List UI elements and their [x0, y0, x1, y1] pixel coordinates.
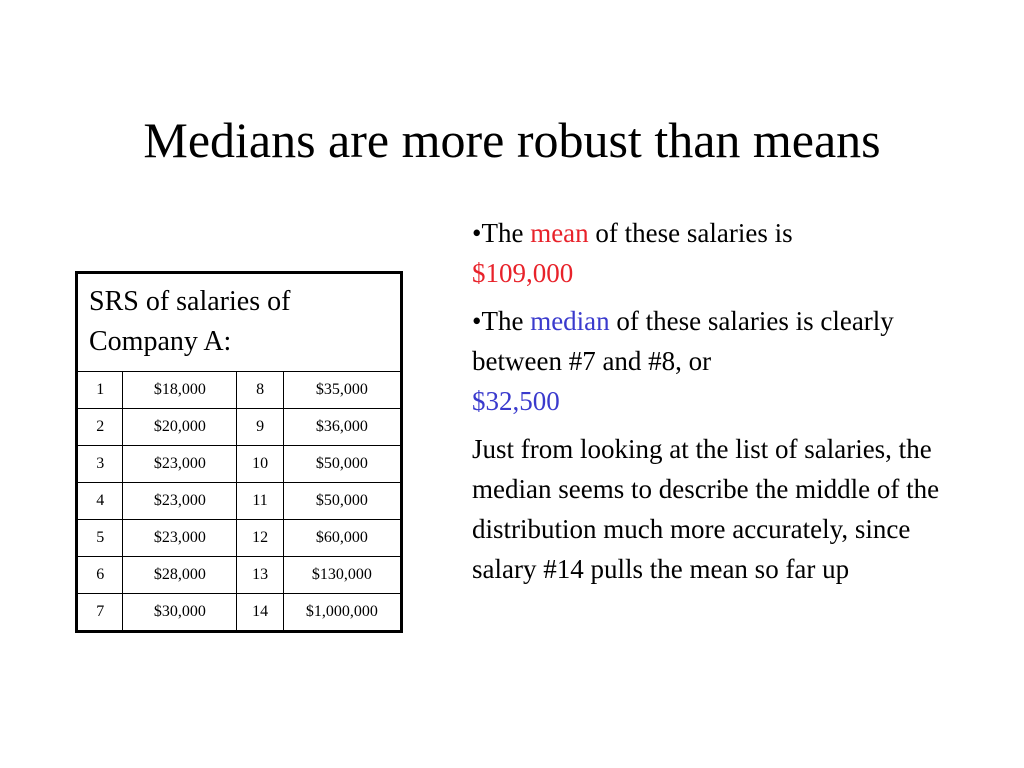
mean-keyword: mean — [530, 218, 589, 248]
salary-value: $28,000 — [123, 557, 237, 594]
table-caption-line2: Company A: — [89, 326, 232, 357]
median-value: $32,500 — [472, 386, 560, 416]
explanation-text — [472, 213, 972, 597]
salary-value: $50,000 — [283, 446, 401, 483]
table-row — [77, 372, 402, 409]
row-number: 13 — [237, 557, 283, 594]
slide-title: Medians are more robust than means — [143, 112, 881, 168]
mean-bullet-prefix: •The — [472, 218, 531, 248]
mean-value: $109,000 — [472, 258, 574, 288]
row-number: 10 — [237, 446, 283, 483]
row-number: 11 — [237, 483, 283, 520]
salary-value: $35,000 — [283, 372, 401, 409]
row-number: 2 — [77, 409, 123, 446]
median-bullet — [472, 301, 972, 421]
row-number: 1 — [77, 372, 123, 409]
row-number: 3 — [77, 446, 123, 483]
salary-value: $20,000 — [123, 409, 237, 446]
median-bullet-suffix: of these salaries is clearly between #7 and #8, or — [472, 306, 894, 376]
table-row — [77, 446, 402, 483]
salary-value: $1,000,000 — [283, 594, 401, 632]
salary-value: $23,000 — [123, 520, 237, 557]
salary-value: $50,000 — [283, 483, 401, 520]
salary-value: $60,000 — [283, 520, 401, 557]
salary-value: $30,000 — [123, 594, 237, 632]
median-keyword: median — [530, 306, 610, 336]
conclusion-paragraph: Just from looking at the list of salaries, the median seems to describe the middle of the distribution much more accurately, since salary #14 pulls the mean so far up — [472, 434, 940, 584]
row-number: 8 — [237, 372, 283, 409]
row-number: 9 — [237, 409, 283, 446]
mean-bullet — [472, 213, 972, 293]
salary-value: $130,000 — [283, 557, 401, 594]
salary-value: $23,000 — [123, 446, 237, 483]
salary-value: $36,000 — [283, 409, 401, 446]
table-caption — [77, 273, 402, 372]
salary-value: $23,000 — [123, 483, 237, 520]
table-caption-row — [77, 273, 402, 372]
salary-value: $18,000 — [123, 372, 237, 409]
row-number: 12 — [237, 520, 283, 557]
table-row — [77, 520, 402, 557]
row-number: 14 — [237, 594, 283, 632]
salary-table — [75, 271, 403, 633]
table-row — [77, 594, 402, 632]
table-caption-line1: SRS of salaries of — [89, 286, 291, 317]
table-row — [77, 483, 402, 520]
table-row — [77, 409, 402, 446]
row-number: 6 — [77, 557, 123, 594]
mean-bullet-suffix: of these salaries is — [588, 218, 793, 248]
table-row — [77, 557, 402, 594]
row-number: 7 — [77, 594, 123, 632]
row-number: 5 — [77, 520, 123, 557]
row-number: 4 — [77, 483, 123, 520]
median-bullet-prefix: •The — [472, 306, 531, 336]
